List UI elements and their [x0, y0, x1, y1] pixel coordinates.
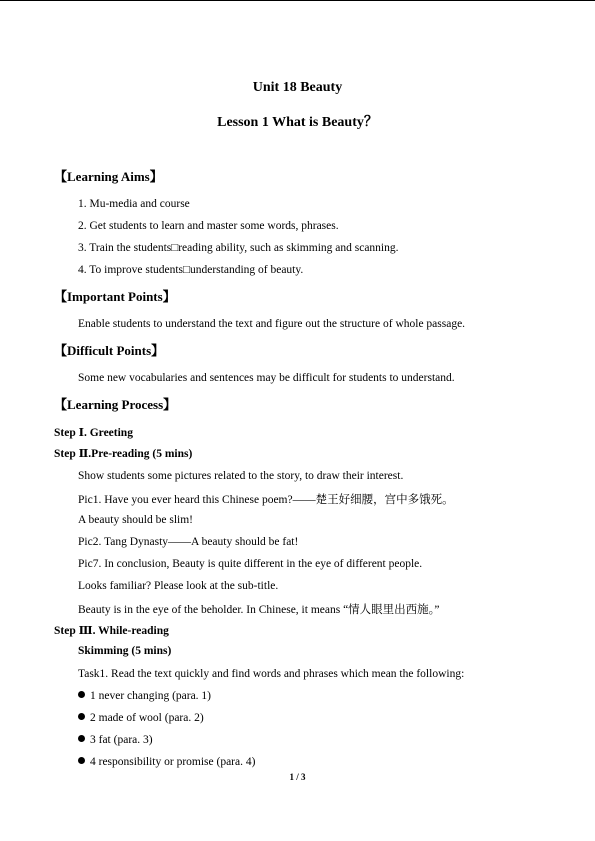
- list-item: [78, 712, 204, 724]
- bullet-dot-icon: [78, 757, 85, 764]
- learning-process-heading: 【Learning Process】: [54, 397, 177, 412]
- bullet-text: 4 responsibility or promise (para. 4): [90, 756, 256, 768]
- pre-reading-line-7: Beauty is in the eye of the beholder. In Chinese, it means “情人眼里出西施。”: [78, 604, 440, 616]
- unit-title: Unit 18 Beauty: [252, 80, 343, 95]
- page-number: 1 / 3: [289, 772, 306, 782]
- aim-item-2: 2. Get students to learn and master some words, phrases.: [78, 220, 339, 232]
- aim-item-3: 3. Train the students□reading ability, such as skimming and scanning.: [78, 242, 399, 254]
- pre-reading-line-2: Pic1. Have you ever heard this Chinese poem?——楚王好细腰，宫中多饿死。: [78, 494, 454, 506]
- skimming-subheading: Skimming (5 mins): [78, 645, 172, 657]
- difficult-points-heading: 【Difficult Points】: [54, 343, 165, 358]
- bullet-text: 1 never changing (para. 1): [90, 690, 212, 702]
- bullet-text: 3 fat (para. 3): [90, 734, 153, 746]
- learning-aims-heading: 【Learning Aims】: [54, 169, 163, 184]
- bullet-text: 2 made of wool (para. 2): [90, 712, 204, 724]
- pre-reading-line-1: Show students some pictures related to the story, to draw their interest.: [78, 470, 404, 482]
- difficult-points-text: Some new vocabularies and sentences may be difficult for students to understand.: [78, 372, 455, 384]
- aim-item-4: 4. To improve students□understanding of beauty.: [78, 264, 304, 276]
- pre-reading-line-4: Pic2. Tang Dynasty——A beauty should be fat!: [78, 536, 299, 548]
- step-2-pre-reading: Step Ⅱ.Pre-reading (5 mins): [54, 448, 193, 460]
- bullet-dot-icon: [78, 713, 85, 720]
- list-item: [78, 756, 255, 768]
- task1-instruction: Task1. Read the text quickly and find words and phrases which mean the following:: [78, 668, 465, 680]
- pre-reading-line-3: A beauty should be slim!: [78, 514, 193, 526]
- bullet-dot-icon: [78, 691, 85, 698]
- aim-item-1: 1. Mu-media and course: [78, 198, 190, 210]
- important-points-text: Enable students to understand the text and figure out the structure of whole passage.: [78, 318, 466, 330]
- top-border-line: [0, 0, 595, 1]
- pre-reading-line-6: Looks familiar? Please look at the sub-title.: [78, 580, 279, 592]
- list-item: [78, 690, 211, 702]
- step-1-greeting: Step Ⅰ. Greeting: [54, 427, 133, 439]
- list-item: [78, 734, 153, 746]
- lesson-title: Lesson 1 What is Beauty？: [217, 115, 378, 130]
- step-3-while-reading: Step Ⅲ. While-reading: [54, 625, 169, 637]
- pre-reading-line-5: Pic7. In conclusion, Beauty is quite different in the eye of different people.: [78, 558, 423, 570]
- important-points-heading: 【Important Points】: [54, 289, 176, 304]
- bullet-dot-icon: [78, 735, 85, 742]
